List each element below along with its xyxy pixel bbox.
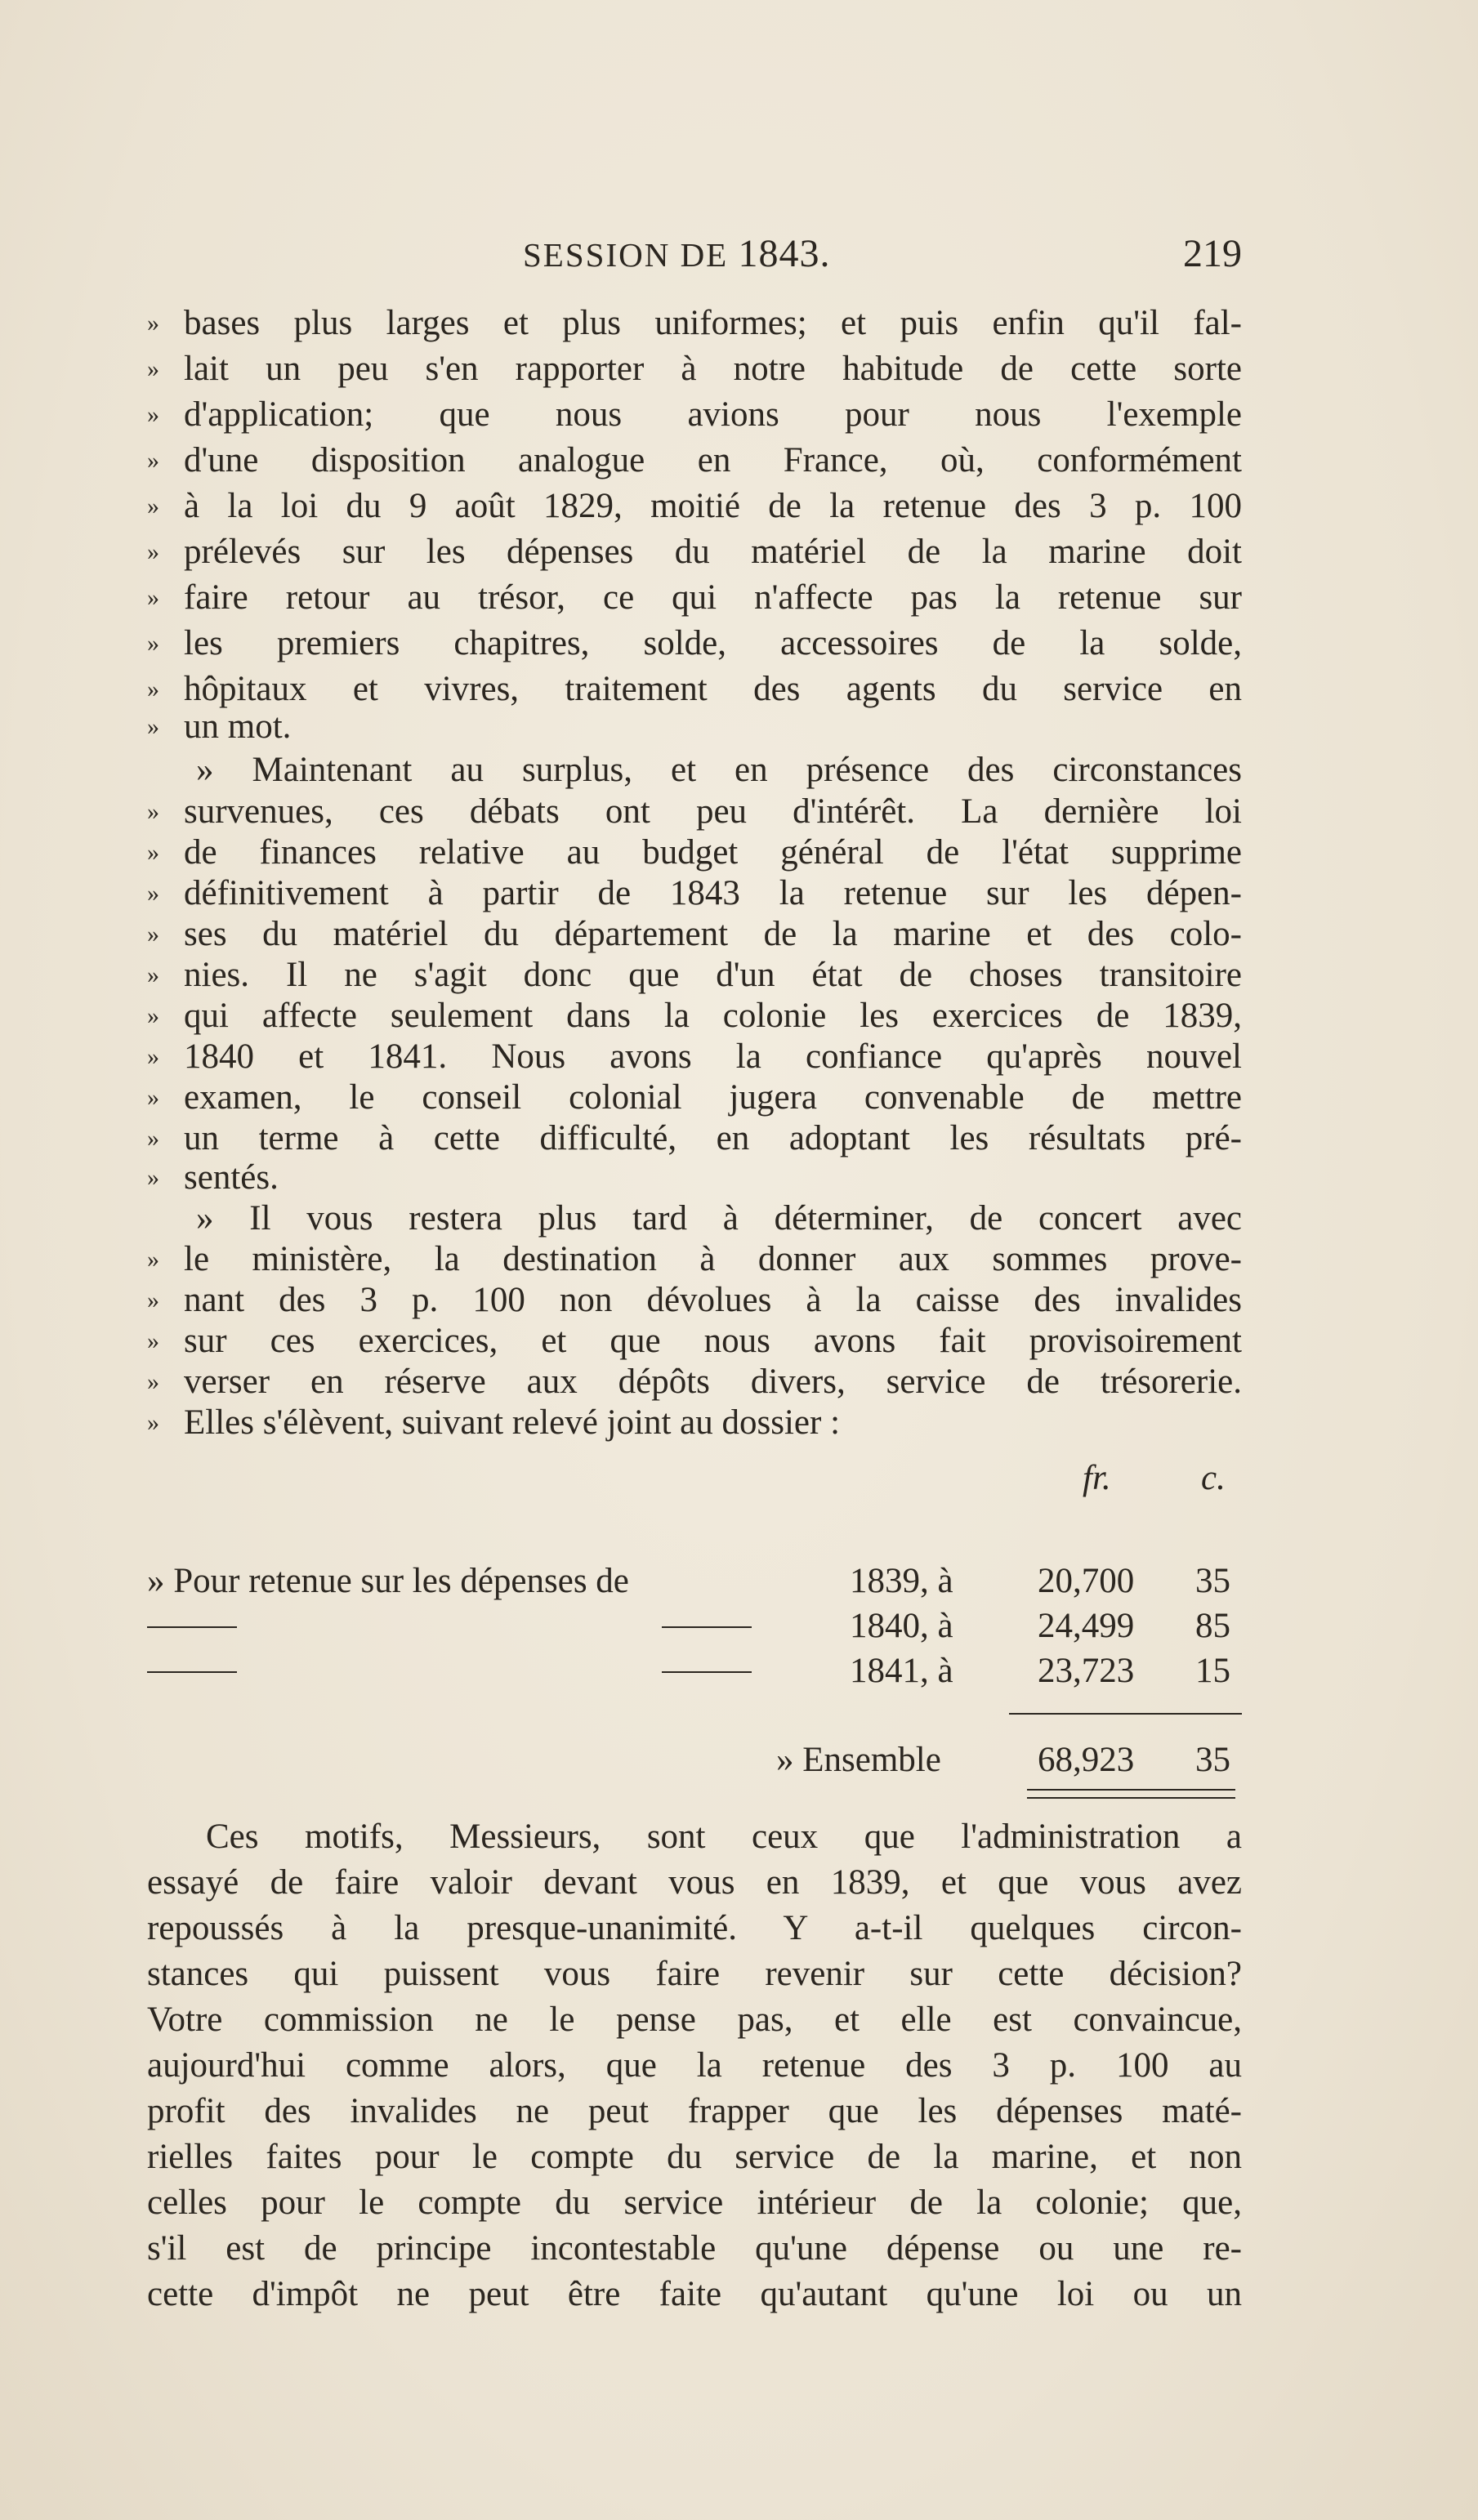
line-text: nies. Il ne s'agit donc que d'un état de choses transitoire [184, 956, 1242, 994]
ditto-dash [662, 1671, 752, 1673]
quote-mark: » [147, 1125, 159, 1152]
text-line [147, 391, 1242, 439]
line-text: sentés. [184, 1158, 279, 1197]
text-line [147, 300, 1242, 347]
row-francs: 20,700 [1038, 1562, 1135, 1600]
text-line [147, 346, 1242, 393]
text-line [147, 2271, 1242, 2318]
text-line [147, 2179, 1242, 2227]
line-text: un mot. [184, 707, 292, 746]
line-text: d'une disposition analogue en France, où, conformément [184, 441, 1242, 479]
table-row [147, 1558, 1242, 1605]
sum-rule [1009, 1713, 1242, 1715]
quote-mark: » [147, 921, 159, 948]
text-line [147, 2088, 1242, 2135]
total-label: » Ensemble [776, 1741, 941, 1779]
running-title [523, 231, 830, 276]
line-text: » Maintenant au surplus, et en présence des circonstances [196, 751, 1242, 789]
ditto-dash [662, 1626, 752, 1628]
line-text: Votre commission ne le pense pas, et elle est convaincue, [147, 2000, 1242, 2039]
line-text: cette d'impôt ne peut être faite qu'autant qu'une loi ou un [147, 2275, 1242, 2313]
quote-mark: » [147, 713, 159, 740]
line-text: hôpitaux et vivres, traitement des agents du service en [184, 670, 1242, 708]
row-centimes: 35 [1195, 1562, 1230, 1600]
line-text: les premiers chapitres, solde, accessoires de la solde, [184, 624, 1242, 662]
line-text: bases plus larges et plus uniformes; et puis enfin qu'il fal- [184, 304, 1242, 342]
quote-mark: » [147, 676, 159, 702]
table-total-row [147, 1737, 1242, 1784]
line-text: ses du matériel du département de la marine et des colo- [184, 915, 1242, 953]
total-centimes: 35 [1195, 1741, 1230, 1779]
quote-mark: » [147, 1409, 159, 1436]
line-text: » Il vous restera plus tard à déterminer, de concert avec [196, 1199, 1242, 1238]
session-label: SESSION DE [523, 236, 739, 274]
quote-mark: » [147, 1287, 159, 1314]
running-header [147, 231, 1242, 280]
quote-mark: » [147, 630, 159, 657]
text-line [147, 2225, 1242, 2272]
line-text: verser en réserve aux dépôts divers, service de trésorerie. [184, 1363, 1242, 1401]
text-line [147, 574, 1242, 622]
line-text: stances qui puissent vous faire revenir sur cette décision? [147, 1955, 1242, 1993]
line-text: rielles faites pour le compte du service de la marine, et non [147, 2138, 1242, 2176]
quote-mark: » [147, 1368, 159, 1395]
row-year: 1839, à [850, 1562, 953, 1600]
quote-mark: » [147, 1164, 159, 1191]
quote-mark: » [147, 1043, 159, 1070]
quote-mark: » [147, 1246, 159, 1273]
line-text: Elles s'élèvent, suivant relevé joint au dossier : [184, 1403, 841, 1442]
line-text: qui affecte seulement dans la colonie les exercices de 1839, [184, 997, 1242, 1035]
text-line [147, 1996, 1242, 2044]
quote-mark: » [147, 1327, 159, 1354]
line-text: à la loi du 9 août 1829, moitié de la retenue des 3 p. 100 [184, 487, 1242, 525]
quote-mark: » [147, 584, 159, 611]
line-text: celles pour le compte du service intérieur de la colonie; que, [147, 2183, 1242, 2222]
text-line [147, 2042, 1242, 2090]
quote-mark: » [147, 839, 159, 866]
text-line [147, 1905, 1242, 1952]
text-line [147, 620, 1242, 667]
quote-mark: » [147, 310, 159, 337]
total-francs: 68,923 [1038, 1741, 1135, 1779]
quote-mark: » [147, 880, 159, 907]
double-rule-top [1027, 1789, 1235, 1791]
line-text: s'il est de principe incontestable qu'une dépense ou une re- [147, 2229, 1242, 2268]
quote-mark: » [147, 1084, 159, 1111]
line-text: Ces motifs, Messieurs, sont ceux que l'administration a [206, 1818, 1242, 1856]
line-text: un terme à cette difficulté, en adoptant les résultats pré- [184, 1119, 1242, 1157]
text-line [147, 1859, 1242, 1907]
line-text: aujourd'hui comme alors, que la retenue des 3 p. 100 au [147, 2046, 1242, 2085]
line-text: essayé de faire valoir devant vous en 1839, et que vous avez [147, 1863, 1242, 1902]
text-line [147, 1813, 1242, 1861]
row-label: » Pour retenue sur les dépenses de [147, 1562, 629, 1600]
quote-mark: » [147, 1002, 159, 1029]
text-line [147, 1399, 1242, 1447]
line-text: 1840 et 1841. Nous avons la confiance qu'après nouvel [184, 1037, 1242, 1076]
row-francs: 23,723 [1038, 1652, 1135, 1690]
line-text: faire retour au trésor, ce qui n'affecte pas la retenue sur [184, 578, 1242, 617]
quote-mark: » [147, 355, 159, 382]
page-number: 219 [1183, 232, 1242, 275]
ditto-dash [147, 1626, 237, 1628]
line-text: prélevés sur les dépenses du matériel de la marine doit [184, 533, 1242, 571]
text-line [147, 747, 1242, 794]
line-text: sur ces exercices, et que nous avons fait provisoirement [184, 1322, 1242, 1360]
line-text: profit des invalides ne peut frapper que les dépenses maté- [147, 2092, 1242, 2130]
quote-mark: » [147, 961, 159, 988]
quote-mark: » [147, 401, 159, 428]
quote-mark: » [147, 798, 159, 825]
line-text: survenues, ces débats ont peu d'intérêt. La dernière loi [184, 792, 1242, 831]
quote-mark: » [147, 447, 159, 474]
table-row [147, 1648, 1242, 1695]
line-text: nant des 3 p. 100 non dévolues à la caisse des invalides [184, 1281, 1242, 1319]
text-line [147, 1951, 1242, 1998]
text-line [147, 437, 1242, 484]
line-text: le ministère, la destination à donner aux sommes prove- [184, 1240, 1242, 1278]
quote-mark: » [147, 538, 159, 565]
row-centimes: 85 [1195, 1607, 1230, 1645]
text-line [147, 703, 1242, 751]
row-year: 1841, à [850, 1652, 953, 1690]
line-text: examen, le conseil colonial jugera convenable de mettre [184, 1078, 1242, 1117]
text-line [147, 2134, 1242, 2181]
line-text: de finances relative au budget général de l'état supprime [184, 833, 1242, 872]
text-line [147, 529, 1242, 576]
unit-centimes: c. [1201, 1459, 1226, 1497]
ditto-dash [147, 1671, 237, 1673]
double-rule-bottom [1027, 1797, 1235, 1799]
row-francs: 24,499 [1038, 1607, 1135, 1645]
session-year: 1843. [738, 232, 831, 275]
line-text: d'application; que nous avions pour nous l'exemple [184, 395, 1242, 434]
text-line [147, 483, 1242, 530]
unit-francs: fr. [1083, 1459, 1111, 1497]
line-text: définitivement à partir de 1843 la retenue sur les dépen- [184, 874, 1242, 912]
row-centimes: 15 [1195, 1652, 1230, 1690]
table-row [147, 1603, 1242, 1650]
row-year: 1840, à [850, 1607, 953, 1645]
line-text: repoussés à la presque-unanimité. Y a-t-il quelques circon- [147, 1909, 1242, 1947]
table-units-row [147, 1455, 1242, 1502]
quote-mark: » [147, 493, 159, 520]
line-text: lait un peu s'en rapporter à notre habitude de cette sorte [184, 350, 1242, 388]
